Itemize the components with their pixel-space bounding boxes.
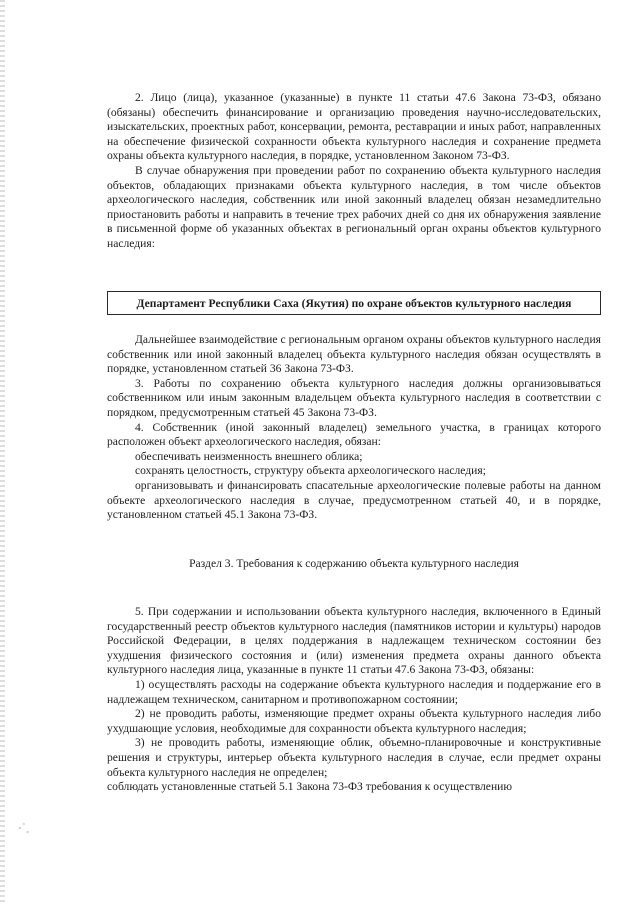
- authority-name: Департамент Республики Саха (Якутия) по охране объектов культурного наследия: [136, 296, 572, 310]
- authority-name-box: [107, 291, 601, 315]
- paragraph-item-4-b: сохранять целостность, структуру объекта археологического наследия;: [135, 464, 486, 478]
- paragraph-item-4: 4. Собственник (иной законный владелец) земельного участка, в границах которого расположен объект археологического наследия, обязан:: [107, 420, 601, 449]
- paragraph-block-3: [107, 605, 601, 795]
- paragraph-item-5: 5. При содержании и использовании объекта культурного наследия, включенного в Единый государственный реестр объектов культурного наследия (памятников истории и культуры) народов Российской Федерации, в целях поддержания в надлежащем техническом состоянии без ухудшения физического состояния и (или) изменения предмета охраны данного объекта культурного наследия лица, указанные в пункте 11 статьи 47.6 Закона 73-ФЗ, обязаны:: [107, 605, 601, 677]
- paragraph-item-3: 3. Работы по сохранению объекта культурного наследия должны организовываться собственником или иным законным владельцем объекта культурного наследия в соответствии с порядком, предусмотренным статьей 45 Закона 73-ФЗ.: [107, 376, 601, 419]
- paragraph-block-2: [107, 333, 601, 523]
- scan-edge-stripe: [0, 0, 5, 905]
- paragraph-interaction: Дальнейшее взаимодействие с региональным органом охраны объектов культурного наследия собственник или иной законный владелец объекта культурного наследия обязан осуществлять в порядке, установленном статьей 36 Закона 73-ФЗ.: [107, 333, 601, 376]
- paragraph-item-4-a: обеспечивать неизменность внешнего облика;: [135, 449, 363, 463]
- scan-noise-mark: [12, 820, 38, 840]
- paragraph-item-4-c: организовывать и финансировать спасательные археологические полевые работы на данном объекте археологического наследия в случае, предусмотренном статьей 40, и в порядке, установленном статьей 45.1 Закона 73-ФЗ.: [107, 478, 601, 522]
- paragraph-item-2: 2. Лицо (лица), указанное (указанные) в пункте 11 статьи 47.6 Закона 73-ФЗ, обязано (обязаны) обеспечить финансирование и организацию проведения научно-исследовательских, изыскательских, проектных работ, консервации, ремонта, реставрации и иных работ, направленных на обеспечение физической сохранности объекта культурного наследия и сохранение предмета охраны объекта культурного наследия, в порядке, установленном Законом 73-ФЗ.: [107, 91, 601, 163]
- paragraph-item-5-1: 1) осуществлять расходы на содержание объекта культурного наследия и поддержание его в надлежащем техническом, санитарном и противопожарном состоянии;: [107, 677, 601, 706]
- paragraph-item-5-2: 2) не проводить работы, изменяющие предмет охраны объекта культурного наследия либо ухудшающие условия, необходимые для сохранности объекта культурного наследия;: [107, 707, 601, 735]
- paragraph-block-1: [107, 91, 601, 252]
- paragraph-item-5-3: 3) не проводить работы, изменяющие облик, объемно-планировочные и конструктивные решения и структуры, интерьер объекта культурного наследия в случае, если предмет охраны объекта культурного наследия не определен;: [107, 736, 601, 779]
- paragraph-discovery: В случае обнаружения при проведении работ по сохранению объекта культурного наследия объектов, обладающих признаками объекта культурного наследия, в том числе объектов археологического наследия, собственник или иной законный владелец обязан незамедлительно приостановить работы и направить в течение трех рабочих дней со дня их обнаружения заявление в письменной форме об указанных объектах в региональный орган охраны объектов культурного наследия:: [107, 163, 601, 250]
- section-title: Раздел 3. Требования к содержанию объекта культурного наследия: [189, 557, 519, 570]
- paragraph-continuation: соблюдать установленные статьей 5.1 Закона 73-ФЗ требования к осуществлению: [107, 780, 513, 794]
